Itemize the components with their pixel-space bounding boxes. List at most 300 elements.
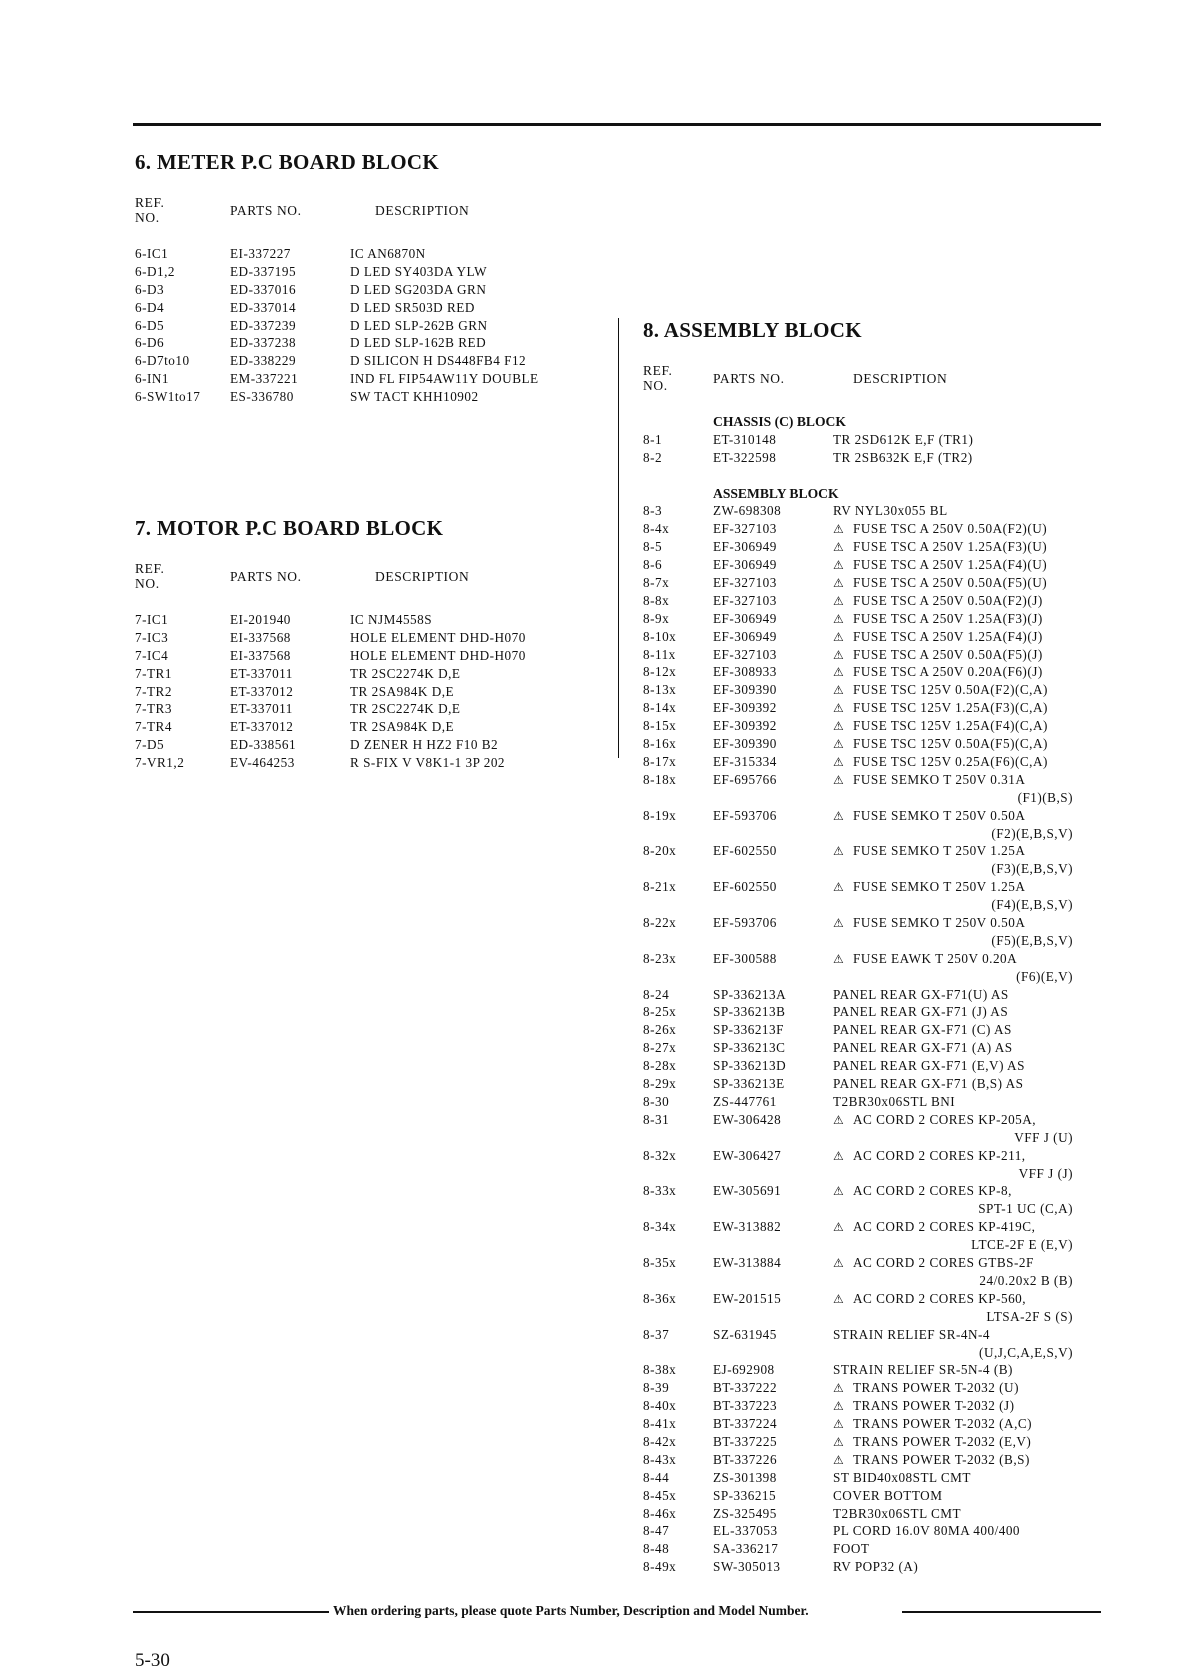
parts-no: EI-337568 [230, 647, 291, 663]
table-row [135, 299, 605, 317]
table-row [643, 1075, 1073, 1093]
description-text: PANEL REAR GX-F71 (E,V) AS [833, 1058, 1025, 1074]
ref-no: 8-43x [643, 1451, 677, 1467]
description-text: FUSE SEMKO T 250V 1.25A [853, 879, 1026, 895]
warning-triangle-icon: ⚠ [833, 808, 845, 823]
table-row [643, 1021, 1073, 1039]
table-row [643, 1254, 1073, 1290]
parts-no: SW-305013 [713, 1559, 781, 1575]
description-text: RV NYL30x055 BL [833, 503, 948, 519]
description-text: T2BR30x06STL BNI [833, 1093, 956, 1109]
parts-no: ET-337011 [230, 665, 293, 681]
description-continuation: (F6)(E,V) [1016, 968, 1073, 984]
description-text: D LED SY403DA YLW [350, 263, 488, 279]
table-row [643, 842, 1073, 878]
ref-no: 8-13x [643, 682, 677, 698]
description-text: TRANS POWER T-2032 (B,S) [853, 1451, 1030, 1467]
ref-no: 6-IC1 [135, 246, 169, 261]
description-text: FUSE TSC 125V 0.50A(F2)(C,A) [853, 682, 1048, 698]
description-continuation: LTSA-2F S (S) [986, 1308, 1073, 1324]
table-row [643, 1111, 1073, 1147]
warning-triangle-icon: ⚠ [833, 1452, 845, 1467]
description [833, 663, 1073, 682]
parts-no: ZS-447761 [713, 1093, 777, 1109]
parts-no: EF-300588 [713, 950, 777, 966]
ref-no: 8-6 [643, 557, 663, 573]
table-row [643, 1522, 1073, 1540]
table-row [643, 1397, 1073, 1415]
ref-no: 8-25x [643, 1004, 677, 1020]
description [833, 1003, 1073, 1021]
description-text: FUSE TSC 125V 0.25A(F6)(C,A) [853, 753, 1048, 769]
ref-no: 8-12x [643, 664, 677, 680]
parts-no: ED-337195 [230, 263, 297, 279]
warning-triangle-icon: ⚠ [833, 558, 845, 573]
ref-no: 8-7x [643, 575, 670, 591]
ref-no: 8-26x [643, 1022, 677, 1038]
table-row [135, 334, 605, 352]
parts-no: EW-305691 [713, 1183, 782, 1199]
description [350, 629, 526, 647]
description [833, 1039, 1073, 1057]
description [833, 1487, 1073, 1505]
table-row [643, 1415, 1073, 1433]
description [833, 1451, 1073, 1470]
description [833, 431, 1073, 449]
description-text: AC CORD 2 CORES KP-419C, [853, 1219, 1036, 1235]
description [833, 646, 1073, 665]
parts-list [135, 245, 605, 406]
parts-no: SP-336213F [713, 1022, 784, 1038]
parts-no: ZS-325495 [713, 1505, 777, 1521]
description [833, 1075, 1073, 1093]
description-text: FUSE TSC A 250V 0.50A(F2)(J) [853, 592, 1043, 608]
parts-no-header: PARTS NO. [230, 203, 302, 218]
description [833, 574, 1073, 593]
table-row [643, 717, 1073, 735]
description [833, 1397, 1073, 1416]
description [833, 1218, 1073, 1253]
table-row [643, 699, 1073, 717]
ref-no: 8-28x [643, 1058, 677, 1074]
table-row [643, 610, 1073, 628]
ref-no: 8-34x [643, 1219, 677, 1235]
table-header [643, 363, 1073, 413]
ref-no: 7-TR3 [135, 701, 172, 717]
ref-no: 8-46x [643, 1505, 677, 1521]
description-continuation: (F2)(E,B,S,V) [991, 825, 1073, 841]
table-row [135, 281, 605, 299]
parts-no: ED-338561 [230, 737, 297, 753]
table-row [643, 1433, 1073, 1451]
ref-no: 8-30 [643, 1093, 670, 1109]
description [833, 914, 1073, 948]
description [833, 1057, 1073, 1075]
description [833, 807, 1073, 841]
ref-no: 8-22x [643, 915, 677, 930]
table-row [643, 914, 1073, 950]
ref-no: 8-38x [643, 1362, 677, 1378]
description [833, 1433, 1073, 1452]
meter-pc-board-section [135, 150, 605, 406]
warning-triangle-icon: ⚠ [833, 1291, 845, 1306]
description [833, 753, 1073, 772]
description [833, 592, 1073, 611]
description [350, 281, 486, 299]
description-text: IC NJM4558S [350, 612, 433, 627]
ref-no: 7-TR2 [135, 683, 172, 699]
description [833, 556, 1073, 575]
description-text: FUSE SEMKO T 250V 0.50A [853, 915, 1026, 930]
table-row [135, 718, 605, 736]
description-text: FUSE TSC A 250V 1.25A(F4)(J) [853, 628, 1043, 644]
ref-no: 8-3 [643, 503, 663, 519]
warning-triangle-icon: ⚠ [833, 540, 845, 555]
description [833, 878, 1073, 913]
parts-no: EV-464253 [230, 755, 295, 771]
ref-no-header: REF. NO. [135, 561, 165, 591]
warning-triangle-icon: ⚠ [833, 844, 845, 859]
parts-list [643, 431, 1073, 467]
table-row [643, 1147, 1073, 1183]
description [833, 1505, 1073, 1523]
description [833, 717, 1073, 736]
parts-list [135, 611, 605, 772]
table-row [135, 629, 605, 647]
description-text: FUSE SEMKO T 250V 0.50A [853, 807, 1026, 823]
footer-rule-right [902, 1611, 1101, 1613]
parts-no: ED-337239 [230, 317, 297, 333]
description [350, 665, 460, 683]
description-text: TR 2SA984K D,E [350, 683, 455, 699]
parts-no: EF-327103 [713, 646, 777, 662]
description-text: TR 2SA984K D,E [350, 719, 455, 735]
table-row [643, 950, 1073, 986]
description-continuation: (F5)(E,B,S,V) [991, 932, 1073, 948]
warning-triangle-icon: ⚠ [833, 1220, 845, 1235]
description-text: HOLE ELEMENT DHD-H070 [350, 629, 526, 645]
parts-no: ED-337016 [230, 281, 297, 297]
ref-no: 7-VR1,2 [135, 755, 185, 771]
table-row [643, 753, 1073, 771]
ref-no: 8-15x [643, 718, 677, 734]
parts-no: SP-336213D [713, 1058, 787, 1074]
description-header: DESCRIPTION [375, 569, 470, 584]
description [350, 334, 486, 352]
warning-triangle-icon: ⚠ [833, 576, 845, 591]
parts-no: EF-306949 [713, 557, 777, 573]
parts-no: EF-309392 [713, 718, 777, 734]
description-text: FUSE SEMKO T 250V 1.25A [853, 843, 1026, 859]
description [833, 520, 1073, 539]
description [833, 502, 1073, 520]
description-text: D ZENER H HZ2 F10 B2 [350, 737, 499, 753]
table-row [643, 663, 1073, 681]
ref-no: 7-IC4 [135, 647, 169, 663]
description-text: T2BR30x06STL CMT [833, 1505, 962, 1521]
table-row [643, 431, 1073, 449]
table-row [643, 1487, 1073, 1505]
description-text: TR 2SB632K E,F (TR2) [833, 449, 973, 465]
table-row [135, 683, 605, 701]
description [350, 370, 539, 388]
table-row [135, 754, 605, 772]
ref-no-header: REF. NO. [643, 363, 673, 393]
description [833, 699, 1073, 718]
parts-no: SP-336215 [713, 1487, 777, 1503]
description-text: D LED SLP-162B RED [350, 335, 487, 351]
warning-triangle-icon: ⚠ [833, 916, 845, 930]
parts-no: SP-336213B [713, 1004, 786, 1020]
table-row [135, 647, 605, 665]
description [350, 263, 487, 281]
parts-no: BT-337226 [713, 1451, 778, 1467]
ref-no: 8-20x [643, 843, 677, 859]
description-text: FUSE TSC 125V 1.25A(F3)(C,A) [853, 700, 1048, 716]
parts-no: SP-336213E [713, 1076, 785, 1092]
table-row [643, 556, 1073, 574]
description [833, 1111, 1073, 1145]
table-row [135, 700, 605, 718]
warning-triangle-icon: ⚠ [833, 593, 845, 608]
parts-no: EF-602550 [713, 843, 777, 859]
description-continuation: (F1)(B,S) [1017, 789, 1073, 805]
description-text: FUSE EAWK T 250V 0.20A [853, 950, 1018, 966]
warning-triangle-icon: ⚠ [833, 1417, 845, 1432]
description [833, 1093, 1073, 1111]
table-row [135, 263, 605, 281]
ref-no: 8-16x [643, 736, 677, 752]
ref-no: 7-TR4 [135, 719, 172, 735]
parts-no: EL-337053 [713, 1523, 778, 1539]
parts-no: EF-593706 [713, 915, 777, 930]
description-text: FUSE TSC A 250V 0.50A(F2)(U) [853, 521, 1048, 537]
description-text: D LED SLP-262B GRN [350, 317, 488, 333]
table-row [643, 592, 1073, 610]
description-text: PANEL REAR GX-F71 (C) AS [833, 1022, 1012, 1038]
ref-no: 6-D6 [135, 335, 165, 351]
description-continuation: VFF J (U) [1014, 1129, 1073, 1145]
description [350, 611, 432, 629]
parts-list [643, 502, 1073, 1576]
parts-no: SP-336213C [713, 1040, 786, 1056]
warning-triangle-icon: ⚠ [833, 701, 845, 716]
table-row [643, 1469, 1073, 1487]
description-text: FUSE TSC 125V 1.25A(F4)(C,A) [853, 718, 1048, 734]
description [833, 1469, 1073, 1487]
parts-no: BT-337223 [713, 1398, 778, 1414]
chassis-block-heading: CHASSIS (C) BLOCK [713, 414, 846, 429]
description-text: COVER BOTTOM [833, 1487, 943, 1503]
ref-no: 7-IC1 [135, 612, 169, 627]
parts-no: EM-337221 [230, 371, 299, 387]
parts-no: EF-306949 [713, 628, 777, 644]
table-row [643, 771, 1073, 807]
description [833, 1254, 1073, 1288]
description [350, 299, 475, 317]
parts-no: BT-337224 [713, 1416, 778, 1432]
parts-no: EF-306949 [713, 610, 777, 626]
parts-no: EF-309390 [713, 736, 777, 752]
section-title: 6. METER P.C BOARD BLOCK [135, 150, 439, 174]
description-text: HOLE ELEMENT DHD-H070 [350, 647, 526, 663]
table-row [643, 986, 1073, 1004]
warning-triangle-icon: ⚠ [833, 1434, 845, 1449]
description-text: TRANS POWER T-2032 (A,C) [853, 1416, 1033, 1432]
warning-triangle-icon: ⚠ [833, 665, 845, 680]
table-row [135, 370, 605, 388]
ref-no: 8-5 [643, 539, 663, 555]
description-continuation: 24/0.20x2 B (B) [979, 1272, 1073, 1288]
description [350, 317, 488, 335]
description [833, 735, 1073, 754]
description-text: PANEL REAR GX-F71(U) AS [833, 986, 1009, 1002]
table-row [135, 388, 605, 406]
ref-no: 8-1 [643, 431, 663, 447]
description-continuation: VFF J (J) [1018, 1165, 1073, 1181]
ref-no: 6-D4 [135, 299, 165, 315]
parts-no: EF-309390 [713, 682, 777, 698]
warning-triangle-icon: ⚠ [833, 522, 845, 537]
ref-no: 8-24 [643, 986, 670, 1002]
description-text: FOOT [833, 1541, 870, 1557]
parts-no: EF-695766 [713, 771, 777, 787]
parts-no: BT-337222 [713, 1380, 778, 1396]
description [833, 1182, 1073, 1217]
warning-triangle-icon: ⚠ [833, 880, 845, 895]
ref-no: 8-14x [643, 700, 677, 716]
parts-no: EW-313884 [713, 1255, 782, 1271]
description-text: TR 2SD612K E,F (TR1) [833, 431, 974, 447]
ref-no: 8-17x [643, 753, 677, 769]
description [833, 1326, 1073, 1360]
description-continuation: (F4)(E,B,S,V) [991, 897, 1073, 913]
warning-triangle-icon: ⚠ [833, 647, 845, 662]
description-text: FUSE TSC A 250V 1.25A(F4)(U) [853, 557, 1048, 573]
ref-no: 8-8x [643, 592, 670, 608]
warning-triangle-icon: ⚠ [833, 754, 845, 769]
table-row [643, 538, 1073, 556]
ref-no: 8-21x [643, 879, 677, 895]
description-text: PANEL REAR GX-F71 (A) AS [833, 1040, 1013, 1056]
ref-no: 8-49x [643, 1559, 677, 1575]
table-row [643, 520, 1073, 538]
parts-no: EF-327103 [713, 575, 777, 591]
table-row [135, 665, 605, 683]
description-text: TRANS POWER T-2032 (U) [853, 1380, 1019, 1396]
parts-no: ED-337014 [230, 299, 297, 315]
table-row [135, 736, 605, 754]
parts-no: EW-201515 [713, 1290, 782, 1306]
description [833, 449, 1073, 467]
parts-no: EF-315334 [713, 753, 777, 769]
ref-no: 8-4x [643, 521, 670, 537]
parts-no: ZW-698308 [713, 503, 782, 519]
warning-triangle-icon: ⚠ [833, 683, 845, 698]
description-text: D LED SR503D RED [350, 299, 475, 315]
parts-no: EF-602550 [713, 879, 777, 895]
description [833, 1147, 1073, 1181]
warning-triangle-icon: ⚠ [833, 1381, 845, 1396]
assembly-block-section [643, 318, 1073, 1576]
table-row [135, 611, 605, 629]
warning-triangle-icon: ⚠ [833, 1184, 845, 1199]
parts-no: ET-337012 [230, 683, 294, 699]
section-title: 7. MOTOR P.C BOARD BLOCK [135, 516, 444, 540]
table-row [643, 1540, 1073, 1558]
parts-no: EJ-692908 [713, 1362, 775, 1378]
ref-no: 6-D3 [135, 281, 165, 297]
description-continuation: (U,J,C,A,E,S,V) [979, 1344, 1073, 1360]
description-text: FUSE TSC A 250V 0.20A(F6)(J) [853, 664, 1043, 680]
ref-no: 8-36x [643, 1290, 677, 1306]
description [833, 681, 1073, 700]
description [833, 628, 1073, 647]
warning-triangle-icon: ⚠ [833, 1399, 845, 1414]
table-row [643, 1218, 1073, 1254]
ref-no: 8-11x [643, 646, 676, 662]
table-row [135, 245, 605, 263]
description-text: AC CORD 2 CORES KP-205A, [853, 1111, 1037, 1127]
ref-no: 6-IN1 [135, 371, 169, 387]
ordering-note: When ordering parts, please quote Parts Number, Description and Model Number. [333, 1603, 809, 1618]
description-text: IND FL FIP54AW11Y DOUBLE [350, 371, 539, 387]
ref-no: 8-9x [643, 610, 670, 626]
description-text: SW TACT KHH10902 [350, 389, 479, 405]
description [833, 842, 1073, 877]
ref-no: 8-10x [643, 628, 677, 644]
description-text: STRAIN RELIEF SR-5N-4 (B) [833, 1362, 1013, 1378]
warning-triangle-icon: ⚠ [833, 719, 845, 734]
warning-triangle-icon: ⚠ [833, 1112, 845, 1127]
ref-no: 7-IC3 [135, 629, 169, 645]
ref-no: 7-TR1 [135, 665, 172, 681]
ref-no: 8-27x [643, 1040, 677, 1056]
table-row [643, 878, 1073, 914]
description-text: FUSE TSC A 250V 1.25A(F3)(J) [853, 610, 1043, 626]
ref-no: 8-40x [643, 1398, 677, 1414]
table-row [643, 1182, 1073, 1218]
table-header [135, 195, 605, 245]
table-row [643, 449, 1073, 467]
ref-no: 8-31 [643, 1111, 670, 1127]
table-row [643, 628, 1073, 646]
description [833, 1290, 1073, 1324]
description [350, 647, 526, 665]
motor-pc-board-section [135, 516, 605, 772]
table-row [643, 681, 1073, 699]
warning-triangle-icon: ⚠ [833, 1256, 845, 1271]
parts-no: EF-327103 [713, 592, 777, 608]
description-text: TRANS POWER T-2032 (E,V) [853, 1433, 1032, 1449]
ref-no: 6-D1,2 [135, 263, 175, 279]
description-text: IC AN6870N [350, 246, 426, 261]
parts-no: EW-306427 [713, 1147, 782, 1163]
description-text: FUSE SEMKO T 250V 0.31A [853, 771, 1026, 787]
description [350, 736, 498, 754]
description [833, 1361, 1073, 1379]
table-row [643, 807, 1073, 843]
ref-no: 8-19x [643, 807, 677, 823]
ref-no: 8-35x [643, 1255, 677, 1271]
ref-no: 8-37 [643, 1326, 670, 1342]
ref-no: 8-29x [643, 1076, 677, 1092]
ref-no: 8-39 [643, 1380, 670, 1396]
table-row [643, 1290, 1073, 1326]
table-row [643, 1039, 1073, 1057]
ref-no: 6-SW1to17 [135, 389, 201, 405]
description-text: AC CORD 2 CORES KP-211, [853, 1147, 1026, 1163]
